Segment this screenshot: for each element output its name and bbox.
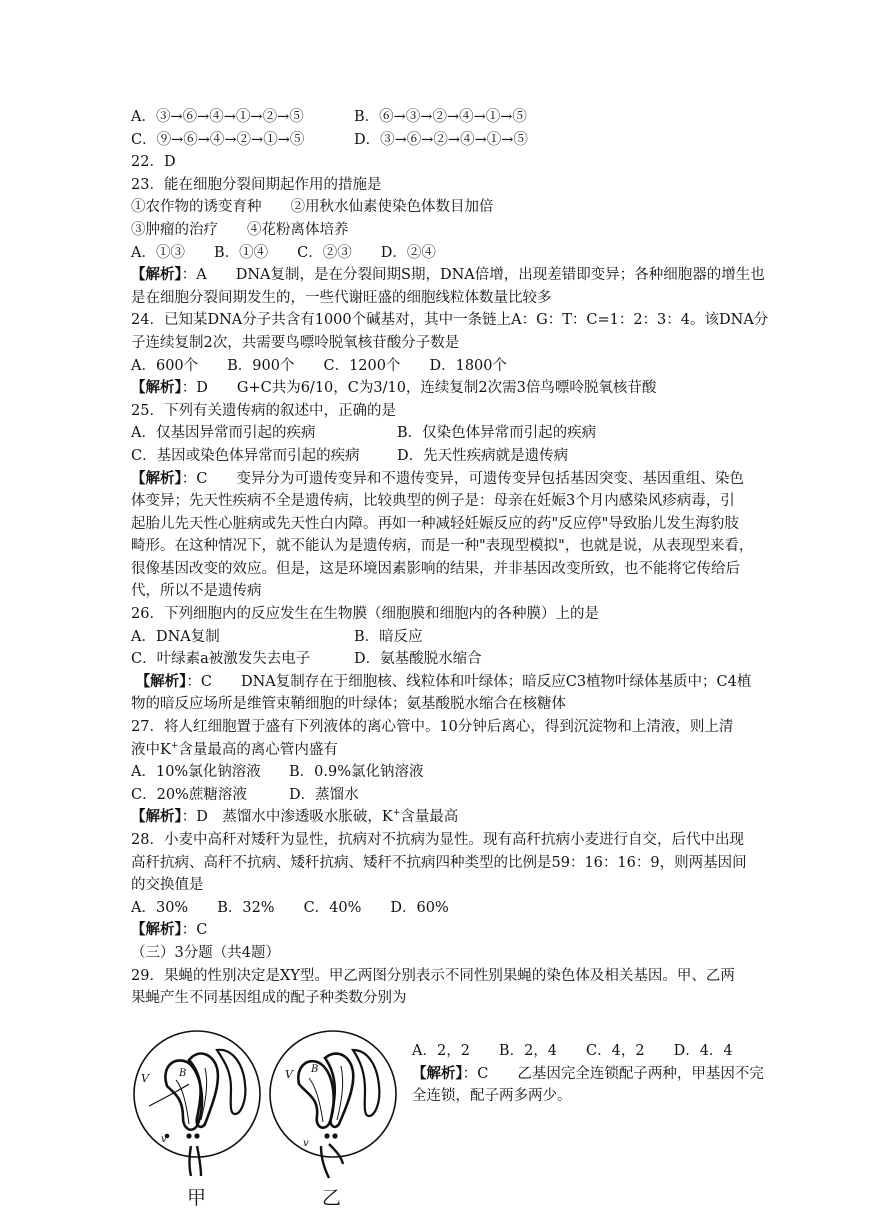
- q29-options-text: A．2，2 B．2，4 C．4，2 D．4．4: [412, 1043, 733, 1059]
- q27-stem-l1: [131, 716, 741, 739]
- analysis-label: 【解析】: [131, 266, 182, 284]
- label-gene-b-jia: B: [179, 1068, 187, 1079]
- q27-stem-text2a: 液中K: [131, 741, 171, 758]
- q25-options-row2: [131, 445, 741, 468]
- q27-stem-text2b: 含量最高的离心管内盛有: [178, 741, 338, 758]
- q21-option-c: C．⑨→⑥→④→②→①→⑤: [131, 131, 305, 148]
- figure-label-jia: 甲: [187, 1187, 207, 1209]
- q24-stem-l2: [131, 332, 741, 355]
- q23-item1: [131, 196, 741, 219]
- q25-stem: [131, 400, 741, 423]
- q21-options-row2: [131, 129, 741, 152]
- q28-analysis-text: ：C: [181, 922, 208, 939]
- q27-option-c: C．20%蔗糖溶液: [131, 786, 247, 803]
- q23-stem: [131, 174, 741, 197]
- q29-analysis-l2: [412, 1085, 742, 1108]
- q27-option-b: B．0.9%氯化钠溶液: [289, 764, 424, 781]
- analysis-label: 【解析】: [135, 672, 187, 690]
- q22-answer: [131, 151, 741, 174]
- q29-analysis-text2: 全连锁，配子两多两少。: [412, 1088, 572, 1105]
- q29-options: [412, 1040, 742, 1063]
- q28-stem-text: 28．小麦中高秆对矮秆为显性，抗病对不抗病为显性。现有高秆抗病小麦进行自交，后代中出现: [131, 832, 744, 848]
- q23-analysis-text2: 是在细胞分裂间期发生的，一些代谢旺盛的细胞线粒体数量比较多: [131, 289, 552, 306]
- q26-options-row1: [131, 626, 741, 649]
- q21-options-row1: [131, 106, 741, 129]
- q28-stem-text3: 的交换值是: [131, 877, 204, 894]
- q27-options-row2: [131, 784, 741, 807]
- analysis-label: 【解析】: [131, 808, 182, 826]
- q25-options-row1: [131, 422, 741, 445]
- q26-option-d: D．氨基酸脱水缩合: [354, 651, 482, 668]
- q29-analysis-text: ：C 乙基因完全连锁配子两种，甲基因不完: [462, 1065, 764, 1082]
- label-gene-v-yi: V: [285, 1068, 293, 1081]
- q28-stem-l2: [131, 852, 747, 875]
- q25-option-a: A．仅基因异常而引起的疾病: [131, 425, 316, 442]
- label-gene-v2-yi: v: [303, 1138, 309, 1149]
- q21-option-d: D．③→⑥→②→④→①→⑤: [354, 131, 528, 148]
- analysis-label: 【解析】: [131, 921, 182, 939]
- q28-analysis: [131, 919, 741, 942]
- q22-answer-text: 22．D: [131, 154, 176, 171]
- q25-analysis-l6: [131, 580, 741, 603]
- q28-stem-text2: 高秆抗病、高秆不抗病、矮秆抗病、矮秆不抗病四种类型的比例是59：16：16：9，则两基因间: [131, 854, 747, 871]
- superscript-plus: +: [170, 740, 179, 751]
- q23-analysis-text: ：A DNA复制，是在分裂间期S期，DNA倍增，出现差错即变异；各种细胞器的增生也: [181, 267, 765, 284]
- q27-stem-text: 27．将人红细胞置于盛有下列液体的离心管中。10分钟后离心，得到沉淀物和上清液，则上清: [131, 719, 734, 736]
- figure-label-yi: 乙: [322, 1187, 342, 1209]
- q28-options: [131, 897, 741, 920]
- q26-analysis-l1: [131, 671, 752, 694]
- q29-stem-text: 29．果蝇的性别决定是XY型。甲乙两图分别表示不同性别果蝇的染色体及相关基因。甲、乙两: [131, 967, 735, 984]
- superscript-plus: +: [392, 808, 401, 819]
- q26-option-a: A．DNA复制: [131, 628, 220, 645]
- q23-item2: [131, 219, 741, 242]
- q26-analysis-text: ：C DNA复制存在于细胞核、线粒体和叶绿体；暗反应C3植物叶绿体基质中；C4植: [186, 673, 752, 690]
- q25-analysis-l5: [131, 558, 741, 581]
- analysis-label: 【解析】: [131, 379, 182, 397]
- q24-analysis-text: ：D G+C共为6/10，C为3/10，连续复制2次需3倍鸟嘌呤脱氧核苷酸: [181, 380, 657, 397]
- q26-stem-text: 26．下列细胞内的反应发生在生物膜（细胞膜和细胞内的各种膜）上的是: [131, 606, 599, 623]
- chromosome-figure: [131, 1028, 401, 1200]
- q28-options-text: A．30% B．32% C．40% D．60%: [131, 899, 449, 916]
- q24-analysis: [131, 377, 741, 400]
- q23-analysis-l1: [131, 264, 765, 287]
- q28-stem-l3: [131, 874, 741, 897]
- q25-analysis-l3: [131, 513, 741, 536]
- q23-analysis-l2: [131, 287, 741, 310]
- section-heading-text: （三）3分题（共4题）: [131, 944, 280, 961]
- q26-analysis-l2: [131, 693, 741, 716]
- q25-analysis-text2: 体变异；先天性疾病不全是遗传病，比较典型的例子是：母亲在妊娠3个月内感染风疹病毒，引: [131, 493, 735, 510]
- q23-item2-text: ③肿瘤的治疗 ④花粉离体培养: [131, 221, 349, 238]
- q21-option-b: B．⑥→③→②→④→①→⑤: [354, 109, 527, 125]
- q24-stem-text: 24．已知某DNA分子共含有1000个碱基对，其中一条链上A：G：T：C=1：2：3：4。该DNA分: [131, 312, 769, 329]
- q29-stem-l1: [131, 965, 741, 988]
- label-gene-b-yi: B: [311, 1064, 319, 1075]
- q27-stem-l2: [131, 739, 741, 762]
- label-gene-v-jia: V: [141, 1072, 149, 1085]
- q25-analysis-l1: [131, 468, 744, 491]
- q29-stem-text2: 果蝇产生不同基因组成的配子种类数分别为: [131, 990, 407, 1007]
- q25-analysis-text3: 起胎儿先天性心脏病或先天性白内障。再如一种减轻妊娠反应的药"反应停"导致胎儿发生海豹肢: [131, 515, 739, 532]
- section-heading: [131, 942, 741, 965]
- q26-options-row2: [131, 648, 741, 671]
- q24-options-text: A．600个 B．900个 C．1200个 D．1800个: [131, 357, 508, 374]
- q25-stem-text: 25．下列有关遗传病的叙述中，正确的是: [131, 402, 396, 419]
- q26-option-b: B．暗反应: [354, 628, 423, 645]
- q23-options-text: A．①③ B．①④ C．②③ D．②④: [131, 244, 436, 261]
- q27-analysis-text2: 含量最高: [400, 809, 459, 826]
- q23-stem-text: 23．能在细胞分裂间期起作用的措施是: [131, 176, 382, 193]
- cell-yi: [270, 1031, 396, 1178]
- q23-options: [131, 242, 741, 265]
- q25-option-b: B．仅染色体异常而引起的疾病: [397, 425, 597, 442]
- q27-option-a: A．10%氯化钠溶液: [131, 764, 261, 781]
- q29-answer-block: [412, 1040, 764, 1108]
- q25-analysis-text4: 畸形。在这种情况下，就不能认为是遗传病，而是一种"表现型模拟"，也就是说，从表现型来看，: [131, 538, 754, 555]
- q26-analysis-text2: 物的暗反应场所是维管束鞘细胞的叶绿体；氨基酸脱水缩合在核糖体: [131, 696, 566, 713]
- q25-analysis-l4: [131, 535, 754, 558]
- q25-analysis-l2: [131, 490, 741, 513]
- q27-analysis: [131, 806, 741, 829]
- q25-analysis-text: ：C 变异分为可遗传变异和不遗传变异，可遗传变异包括基因突变、基因重组、染色: [181, 470, 744, 487]
- q25-option-d: D．先天性疾病就是遗传病: [397, 447, 569, 464]
- q25-analysis-text5: 很像基因改变的效应。但是，这是环境因素影响的结果，并非基因改变所致，也不能将它传给后: [131, 560, 740, 577]
- q25-option-c: C．基因或染色体异常而引起的疾病: [131, 447, 360, 464]
- q23-item1-text: ①农作物的诱变育种 ②用秋水仙素使染色体数目加倍: [131, 199, 494, 216]
- analysis-label: 【解析】: [412, 1064, 463, 1082]
- q27-analysis-text: ：D 蒸馏水中渗透吸水胀破，K: [181, 809, 393, 826]
- q29-stem-l2: [131, 987, 741, 1010]
- q21-option-a: A．③→⑥→④→①→②→⑤: [131, 109, 304, 125]
- q25-analysis-text6: 代，所以不是遗传病: [131, 583, 262, 600]
- q27-option-d: D．蒸馏水: [289, 786, 359, 803]
- analysis-label: 【解析】: [131, 469, 182, 487]
- q24-stem-l1: [131, 309, 769, 332]
- q24-stem-text2: 子连续复制2次，共需要鸟嘌呤脱氧核苷酸分子数是: [131, 334, 460, 351]
- q27-options-row1: [131, 761, 741, 784]
- label-gene-v2-jia: v: [161, 1134, 167, 1145]
- q29-analysis-l1: [412, 1063, 764, 1086]
- q26-option-c: C．叶绿素a被激发失去电子: [131, 651, 311, 668]
- q28-stem-l1: [131, 829, 744, 852]
- document-body: [131, 106, 769, 1010]
- q26-stem: [131, 603, 741, 626]
- cell-jia: [134, 1031, 260, 1176]
- q24-options: [131, 355, 741, 378]
